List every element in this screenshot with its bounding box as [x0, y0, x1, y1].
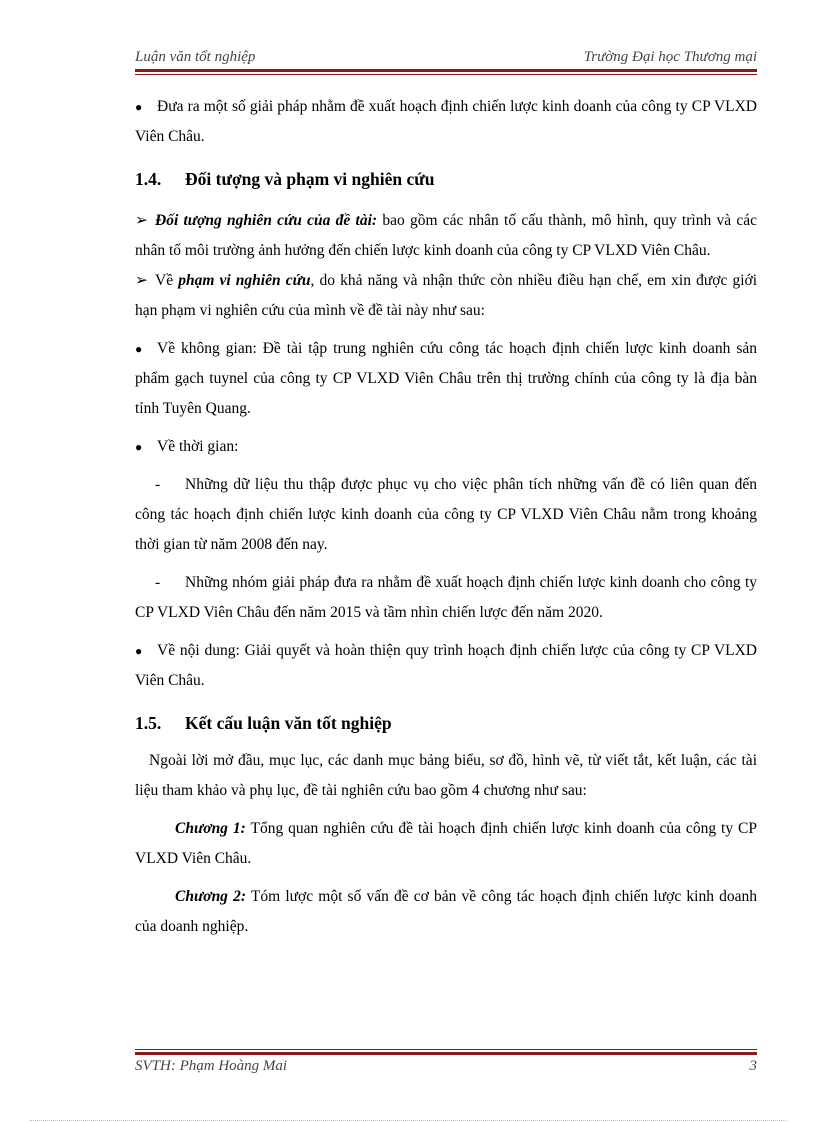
- bullet-icon: ●: [135, 644, 143, 658]
- bullet-intro: [135, 92, 757, 152]
- footer-rule-thin: [135, 1049, 757, 1050]
- research-scope-text: , do khả năng và nhận thức còn nhiều điều hạn chế, em xin được giới hạn phạm vi nghiên cứu của mình về đề tài này như sau:: [135, 272, 758, 319]
- research-object-text: bao gồm các nhân tố cấu thành, mô hình, quy trình và các nhân tố môi trường ảnh hưởng đến chiến lược kinh doanh của công ty CP VLXD Viên Châu.: [135, 212, 757, 259]
- bullet-content: [135, 636, 757, 696]
- bullet-icon: ●: [135, 440, 143, 454]
- chapter-1-label: Chương 1:: [175, 820, 246, 837]
- chapter-1-item: [135, 814, 757, 874]
- section-heading-1-4: [135, 164, 757, 194]
- arrow-bullet-icon: ➢: [135, 272, 148, 289]
- bullet-icon: ●: [135, 342, 143, 356]
- page-header: [135, 49, 757, 69]
- bullet-space-text: Về không gian: Đề tài tập trung nghiên cứu công tác hoạch định chiến lược kinh doanh sản phẩm gạch tuynel của công ty CP VLXD Viên Châu trên thị trường chính của công ty là địa bàn tỉnh Tuyên Quang.: [135, 340, 757, 417]
- bullet-time-text: Về thời gian:: [157, 438, 239, 455]
- page-edge-divider: [30, 1120, 786, 1121]
- research-object-label: Đối tượng nghiên cứu của đề tài:: [155, 212, 378, 229]
- dash-icon: -: [155, 476, 161, 493]
- structure-paragraph: Ngoài lời mở đầu, mục lục, các danh mục bảng biểu, sơ đồ, hình vẽ, từ viết tắt, kết luận, các tài liệu tham khảo và phụ lục, đề tài nghiên cứu bao gồm 4 chương như sau:: [135, 752, 757, 799]
- header-thesis-label: Luận văn tốt nghiệp: [135, 49, 256, 65]
- section-heading-1-5: [135, 708, 757, 738]
- chapter-1-text: Tổng quan nghiên cứu đề tài hoạch định chiến lược kinh doanh của công ty CP VLXD Viên Châu.: [135, 820, 757, 867]
- header-rule-thin: [135, 74, 757, 75]
- bullet-intro-text: Đưa ra một số giải pháp nhằm đề xuất hoạch định chiến lược kinh doanh của công ty CP VLXD Viên Châu.: [135, 98, 757, 145]
- dash-icon: -: [155, 574, 161, 591]
- bullet-time: [135, 432, 757, 462]
- chapter-2-item: [135, 882, 757, 942]
- section-number: 1.5.: [135, 713, 162, 733]
- arrow-bullet-icon: ➢: [135, 212, 148, 229]
- footer-author-label: SVTH: Phạm Hoàng Mai: [135, 1058, 288, 1074]
- dash-item-data-period: [135, 470, 757, 560]
- page-body: [135, 92, 757, 942]
- bullet-icon: ●: [135, 100, 143, 114]
- bullet-space: [135, 334, 757, 424]
- header-university-label: Trường Đại học Thương mại: [583, 49, 757, 65]
- footer-rule-thick: [135, 1052, 757, 1055]
- section-number: 1.4.: [135, 169, 162, 189]
- section-title: Đối tượng và phạm vi nghiên cứu: [185, 169, 435, 189]
- dash-item-text: Những nhóm giải pháp đưa ra nhằm đề xuất hoạch định chiến lược kinh doanh cho công ty CP VLXD Viên Châu đến năm 2015 và tầm nhìn chiến lược đến năm 2020.: [135, 574, 757, 621]
- arrow-item-research-scope: [135, 266, 757, 326]
- page-footer: [135, 1058, 757, 1078]
- research-scope-label: phạm vi nghiên cứu: [178, 272, 311, 289]
- dash-item-solutions-period: [135, 568, 757, 628]
- chapter-2-text: Tóm lược một số vấn đề cơ bản về công tác hoạch định chiến lược kinh doanh của doanh nghiệp.: [135, 888, 757, 935]
- dash-item-text: Những dữ liệu thu thập được phục vụ cho việc phân tích những vấn đề có liên quan đến công tác hoạch định chiến lược kinh doanh của công ty CP VLXD Viên Châu nằm trong khoảng thời gian từ năm 2008 đến nay.: [135, 476, 757, 553]
- arrow-item-research-object: [135, 206, 757, 266]
- section-title: Kết cấu luận văn tốt nghiệp: [185, 713, 392, 733]
- page-number: 3: [749, 1058, 757, 1074]
- header-rule-thick: [135, 69, 757, 72]
- research-scope-pre: Về: [155, 272, 179, 289]
- chapter-2-label: Chương 2:: [175, 888, 247, 905]
- bullet-content-text: Về nội dung: Giải quyết và hoàn thiện quy trình hoạch định chiến lược của công ty CP VLXD Viên Châu.: [135, 642, 757, 689]
